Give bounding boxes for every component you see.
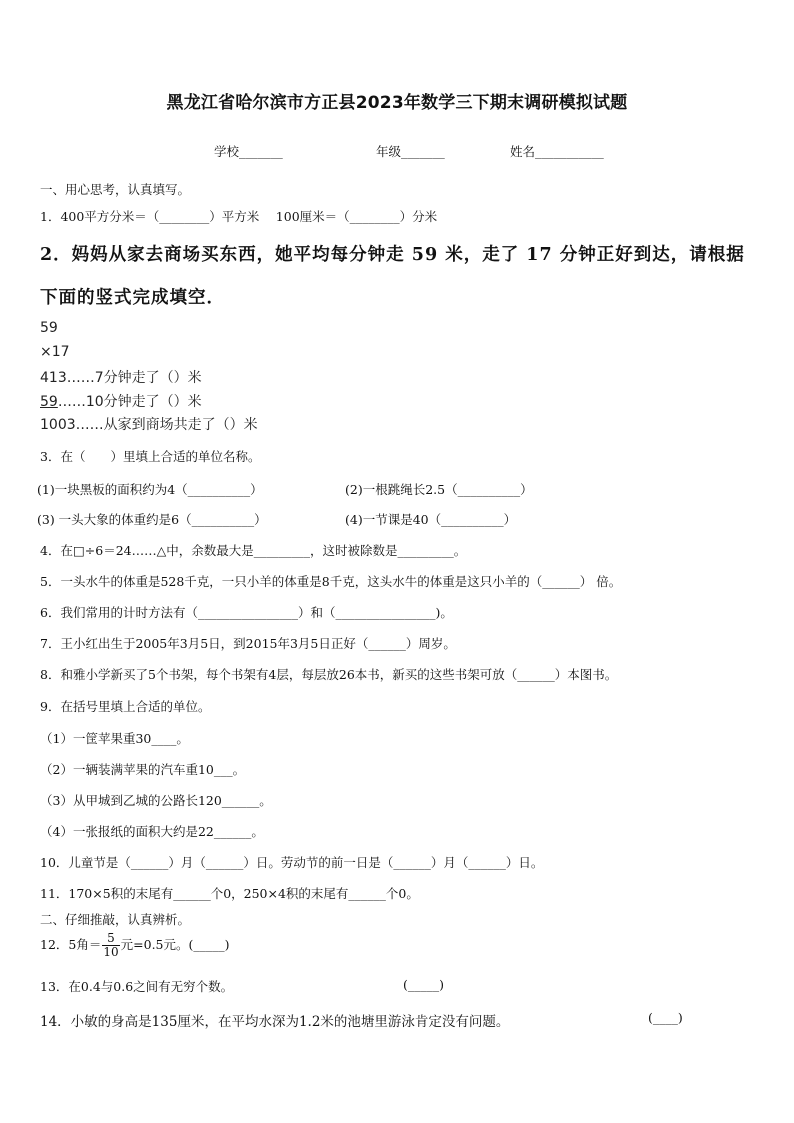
question-12-prefix: 12．5角＝ [40, 937, 102, 952]
question-4: 4．在□÷6＝24……△中，余数最大是_________，这时被除数是_________。 [40, 543, 467, 558]
calc-multiplicand: 59 [40, 320, 58, 336]
calc-partial-number: 59 [40, 394, 58, 410]
question-3-item-1: (1)一块黑板的面积约为4（__________） [37, 482, 263, 497]
question-1: 1．400平方分米＝（________）平方米 100厘米＝（________）分米 [40, 209, 438, 224]
question-13-answer-blank: (_____) [403, 977, 445, 992]
question-14-answer-blank: (____) [648, 1010, 683, 1025]
fraction-denominator: 10 [103, 945, 119, 959]
fraction [102, 932, 119, 959]
section-heading-2: 二、仔细推敲，认真辨析。 [40, 912, 191, 927]
question-6: 6．我们常用的计时方法有（________________）和（________________)。 [40, 605, 453, 620]
question-9-item-2: （2）一辆装满苹果的汽车重10___。 [40, 762, 246, 777]
calc-partial-product-2 [40, 391, 202, 411]
question-12-suffix: 元=0.5元。(_____) [120, 937, 230, 952]
question-9-item-1: （1）一筐苹果重30____。 [40, 731, 189, 746]
calc-partial-product-1: 413……7分钟走了（）米 [40, 370, 202, 386]
section-heading-1: 一、用心思考，认真填写。 [40, 182, 191, 197]
question-14: 14．小敏的身高是135厘米，在平均水深为1.2米的池塘里游泳肯定没有问题。 [40, 1014, 510, 1030]
question-9-item-4: （4）一张报纸的面积大约是22______。 [40, 824, 264, 839]
question-3-item-2: (2)一根跳绳长2.5（__________） [345, 482, 533, 497]
school-field: 学校_______ [214, 144, 283, 159]
fraction-numerator: 5 [102, 932, 119, 946]
question-2-line-2: 下面的竖式完成填空． [40, 288, 225, 308]
question-9: 9．在括号里填上合适的单位。 [40, 699, 211, 714]
question-9-item-3: （3）从甲城到乙城的公路长120______。 [40, 793, 272, 808]
calc-multiplier: ×17 [40, 344, 70, 360]
question-7: 7．王小红出生于2005年3月5日，到2015年3月5日正好（______）周岁。 [40, 636, 456, 651]
question-5: 5．一头水牛的体重是528千克，一只小羊的体重是8千克，这头水牛的体重是这只小羊的（______） 倍。 [40, 574, 622, 589]
calc-partial-text: ……10分钟走了（）米 [57, 394, 202, 410]
page-title: 黑龙江省哈尔滨市方正县2023年数学三下期末调研模拟试题 [166, 93, 628, 113]
question-13: 13．在0.4与0.6之间有无穷个数。 [40, 979, 234, 994]
question-8: 8．和雅小学新买了5个书架，每个书架有4层，每层放26本书，新买的这些书架可放（______）本图书。 [40, 667, 618, 682]
question-2-line-1: 2．妈妈从家去商场买东西，她平均每分钟走 59 米，走了 17 分钟正好到达，请根据 [40, 245, 745, 265]
question-12 [40, 932, 230, 959]
question-11: 11．170×5积的末尾有______个0，250×4积的末尾有______个0。 [40, 886, 419, 901]
question-10: 10．儿童节是（______）月（______）日。劳动节的前一日是（______）月（______）日。 [40, 855, 544, 870]
grade-field: 年级_______ [376, 144, 445, 159]
question-3-item-3: (3) 一头大象的体重约是6（__________） [37, 512, 267, 527]
question-3-item-4: (4)一节课是40（__________） [345, 512, 517, 527]
calc-total: 1003……从家到商场共走了（）米 [40, 417, 258, 433]
question-3: 3．在（ ）里填上合适的单位名称。 [40, 449, 261, 464]
name-field: 姓名___________ [510, 144, 604, 159]
